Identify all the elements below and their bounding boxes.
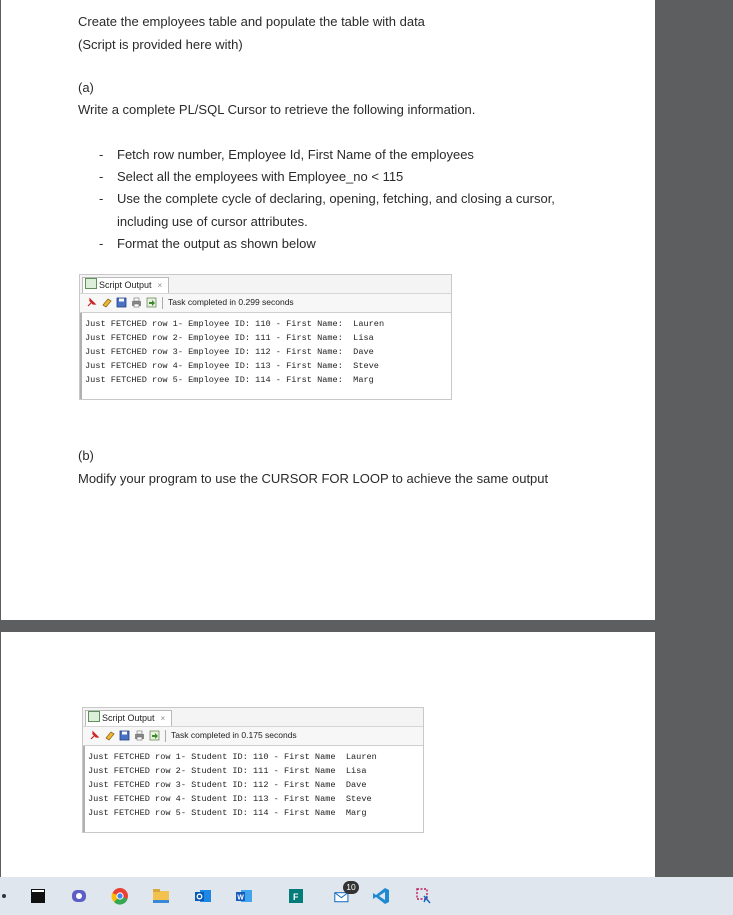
dot-icon (0, 887, 8, 905)
document-page-2 (1, 632, 655, 877)
bullet-item: Format the output as shown below (117, 236, 316, 251)
output-line: Just FETCHED row 1- Student ID: 110 - First Name Lauren (88, 752, 377, 762)
bullet-dash: - (99, 191, 104, 206)
script-output-icon (88, 711, 100, 722)
output-line: Just FETCHED row 4- Student ID: 113 - First Name Steve (88, 794, 372, 804)
save-icon[interactable] (119, 730, 130, 741)
tab-bar (80, 275, 451, 294)
tab-bar (83, 708, 423, 727)
bullet-dash: - (99, 236, 104, 251)
snip-icon[interactable] (415, 887, 433, 905)
black-square-icon[interactable] (29, 887, 47, 905)
part-a-text: Write a complete PL/SQL Cursor to retrieve the following information. (78, 102, 476, 117)
pin-icon[interactable] (89, 730, 100, 741)
output-line: Just FETCHED row 5- Employee ID: 114 - First Name: Marg (85, 375, 374, 385)
bullet-item: Select all the employees with Employee_no < 115 (117, 169, 404, 184)
bullet-item: Fetch row number, Employee Id, First Name of the employees (117, 147, 474, 162)
close-icon[interactable]: × (157, 281, 163, 290)
intro-line-1: Create the employees table and populate the table with data (78, 14, 425, 29)
script-output-icon (85, 278, 97, 289)
save-icon[interactable] (116, 297, 127, 308)
pin-icon[interactable] (86, 297, 97, 308)
output-line: Just FETCHED row 2- Employee ID: 111 - First Name: Lisa (85, 333, 374, 343)
forms-icon[interactable] (287, 887, 305, 905)
outlook-icon[interactable] (194, 887, 212, 905)
close-icon[interactable]: × (160, 714, 166, 723)
output-area (80, 313, 451, 399)
bullet-item: Use the complete cycle of declaring, opening, fetching, and closing a cursor, (117, 191, 555, 206)
chrome-icon[interactable] (111, 887, 129, 905)
output-line: Just FETCHED row 1- Employee ID: 110 - First Name: Lauren (85, 319, 385, 329)
output-line: Just FETCHED row 2- Student ID: 111 - First Name Lisa (88, 766, 367, 776)
output-line: Just FETCHED row 5- Student ID: 114 - First Name Marg (88, 808, 367, 818)
meet-icon[interactable] (70, 887, 88, 905)
svg-text:F: F (293, 892, 299, 902)
bullet-dash: - (99, 147, 104, 162)
tab-label: Script Output (102, 713, 155, 723)
bullet-dash: - (99, 169, 104, 184)
part-a-label: (a) (78, 80, 94, 95)
taskbar (0, 877, 733, 915)
print-icon[interactable] (134, 730, 145, 741)
open-file-icon[interactable] (146, 297, 157, 308)
file-explorer-icon[interactable] (152, 887, 170, 905)
eraser-icon[interactable] (104, 730, 115, 741)
output-line: Just FETCHED row 3- Student ID: 112 - First Name Dave (88, 780, 367, 790)
part-b-text: Modify your program to use the CURSOR FOR LOOP to achieve the same output (78, 471, 549, 486)
task-status: Task completed in 0.299 seconds (168, 297, 294, 307)
output-toolbar (83, 727, 423, 746)
tab-script-output[interactable] (82, 277, 169, 293)
output-line: Just FETCHED row 3- Employee ID: 112 - First Name: Dave (85, 347, 374, 357)
output-area (83, 746, 423, 832)
intro-line-2: (Script is provided here with) (78, 37, 243, 52)
svg-text:W: W (237, 894, 244, 902)
tab-label: Script Output (99, 280, 152, 290)
bullet-item-continued: including use of cursor attributes. (117, 214, 308, 229)
print-icon[interactable] (131, 297, 142, 308)
vscode-icon[interactable] (372, 887, 390, 905)
open-file-icon[interactable] (149, 730, 160, 741)
document-page-1 (1, 0, 655, 620)
output-toolbar (80, 294, 451, 313)
part-b-label: (b) (78, 448, 94, 463)
task-status: Task completed in 0.175 seconds (171, 730, 297, 740)
mail-badge: 10 (343, 881, 359, 894)
word-icon[interactable] (235, 887, 253, 905)
toolbar-separator (162, 297, 163, 309)
tab-script-output[interactable] (85, 710, 172, 726)
script-output-panel-2 (82, 707, 424, 833)
toolbar-separator (165, 730, 166, 742)
script-output-panel-1 (79, 274, 452, 400)
output-line: Just FETCHED row 4- Employee ID: 113 - First Name: Steve (85, 361, 379, 371)
eraser-icon[interactable] (101, 297, 112, 308)
